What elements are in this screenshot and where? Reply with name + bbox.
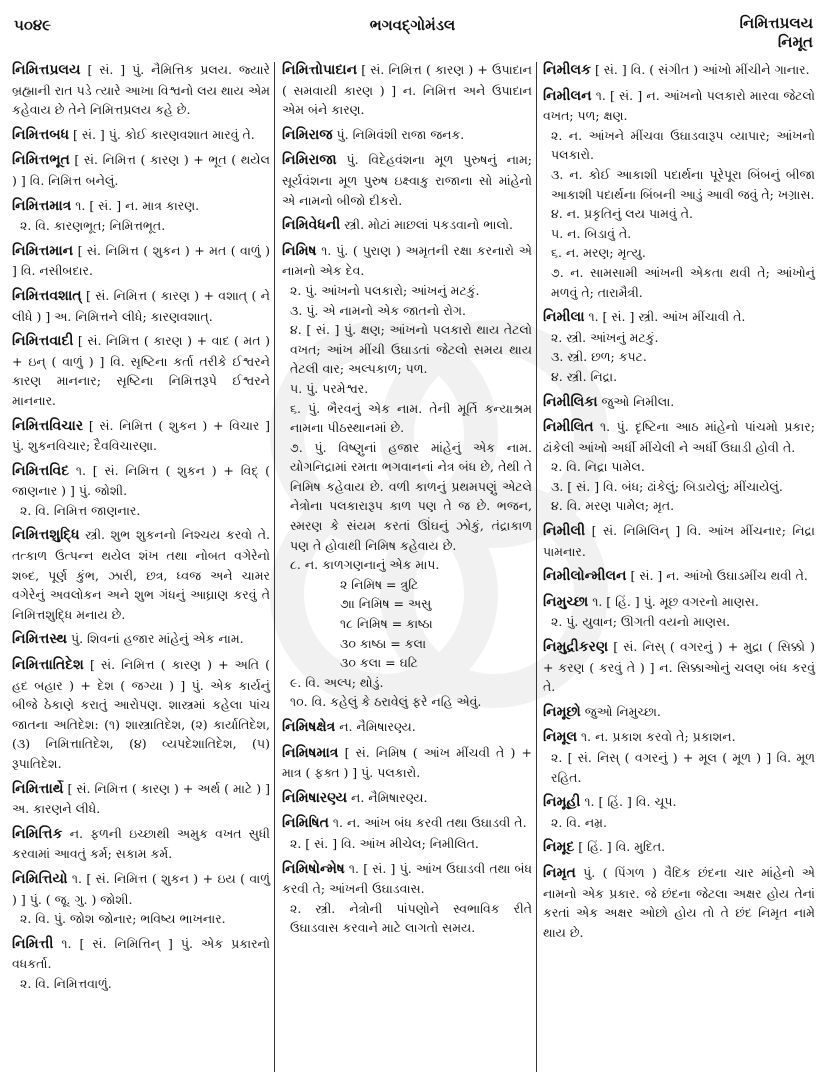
entry-definition: સ્ત્રી. શુભ શુકનનો નિશ્ચય કરવો તે. તત્કાળ ઉત્પન્ન થયેલ શંખ તથા નોબત વગેરેનો શબ્દ, પૂર્ણ કુંભ, ઝારી, છત્ર, ધ્વજ અને ચામર વગેરેનું અવલોકન અને શુભ ગંધનું આઘ્રાણ કરવું તે નિમિત્તશુદ્ધિ મનાય છે. (12, 527, 270, 622)
entry-sense: ૬. ન. મરણ; મૃત્યુ. (551, 245, 646, 261)
entry-sense: ૯. વિ. અલ્પ; થોડું. (290, 674, 384, 690)
entry-definition: ૧. ન. આંખ બંધ કરવી તથા ઉઘાડવી તે. (332, 815, 527, 831)
entry-headword: નિમિત્તબધ (12, 126, 69, 143)
guide-word-last: નિમૂત (777, 33, 813, 51)
dictionary-entry (12, 869, 270, 929)
entry-definition: પું. શિવનાં હજાર માંહેનું એક નામ. (71, 631, 244, 647)
entry-definition: [ સં. નિમિત્ત ( શુકન ) + વિચાર ] પું. શુકનવિચાર; દૈવવિચારણા. (12, 417, 270, 454)
page-header (0, 0, 825, 60)
column-divider (536, 62, 537, 1072)
entry-definition: ૧. [ સં. નિમિત્ત ( શુકન ) + ઇય ( વાળું ) ] પું. ( જૂ. ગુ. ) જોશી. (12, 870, 270, 907)
dictionary-entry (543, 592, 815, 632)
entry-sense: ૪. વિ. મરણ પામેલ; મૃત. (551, 498, 675, 514)
entry-headword: નિમિત્તમાન (12, 242, 74, 259)
entry-sense: ૨. વિ. નમ્ર. (551, 814, 607, 830)
dictionary-entry (12, 60, 270, 120)
entry-sense: ૫. ન. બિડાવું તે. (551, 225, 632, 241)
entry-headword: નિમૂછો (543, 703, 581, 720)
entry-sense: ૨. ન. આંખને મીંચવા ઉઘાડવારૂપ વ્યાપાર; આંખનો પલકારો. (551, 127, 815, 163)
entry-headword: નિમિત્તપ્રલય (12, 62, 81, 78)
entry-definition: [ સં. નિમિત્ત ( કારણ ) + ઉપાદાન ( સમવાયી કારણ ) ] ન. નિમિત્ત અને ઉપાદાન એમ બંને કારણ. (282, 62, 532, 118)
entry-definition: પું. વિદેહવંશના મૂળ પુરુષનું નામ; સૂર્યવંશના મૂળ પુરુષ ઇક્ષ્વાકુ રાજાના સો માંહેનો એ નામનો બીજો દીકરો. (282, 152, 532, 208)
entry-sense: ૬. પું. ભૈરવનું એક નામ. તેની મૂર્તિ કન્યાશ્રમ નામના પીઠસ્થાનમાં છે. (290, 400, 532, 436)
column-3 (543, 60, 815, 1086)
dictionary-entry (12, 934, 270, 994)
entry-sense: ૨. વિ. કારણભૂત; નિમિત્તભૂત. (20, 218, 166, 234)
measure-row: ૭ાા નિમિષ = અસુ (340, 596, 432, 612)
entry-headword: નિમીલા (543, 309, 585, 326)
dictionary-entry (543, 521, 815, 561)
entry-headword: નિમિત્તવાદી (12, 333, 74, 350)
entry-headword: નિમિત્તવિદ (12, 462, 70, 479)
entry-headword: નિમિષક્ષેત્ર (282, 719, 336, 735)
entry-sense: ૨. પું. આંખનો પલકારો; આંખનું મટકું. (290, 282, 480, 298)
entry-sense: ૩. પું. એ નામનો એક જાતનો રોગ. (290, 302, 466, 318)
dictionary-entry (12, 416, 270, 456)
dictionary-entry (12, 461, 270, 521)
entry-definition: [ સં. નિમિત્ત ( કારણ ) + ભૂત ( થયેલ ) ] વિ. નિમિત્ત બનેલું. (12, 152, 270, 188)
entry-definition: [ સં. ] પું. કોઈ કારણવશાત મારવું તે. (72, 126, 255, 142)
entry-headword: નિમિત્તિયો (12, 870, 68, 887)
entry-sense: ૨. [ સં. ] વિ. આંખ મીચેલ; નિમીલિત. (290, 835, 479, 851)
dictionary-entry (282, 215, 532, 236)
entry-definition: સ્ત્રી. મોટાં માછલાં પકડવાનો ભાલો. (344, 217, 513, 233)
entry-headword: નિમૃત (543, 864, 576, 881)
dictionary-entry (282, 241, 532, 712)
entry-headword: નિમિત્તોપાદાન (282, 62, 358, 78)
entry-definition: [ સં. નિમિત્ત ( કારણ ) + વાદ ( મત ) + ઇન્ ( વાળું ) ] વિ. સૃષ્ટિના કર્તા તરીકે ઈશ્વરને કારણ માનનાર; સૃષ્ટિના નિમિત્તરૂપે ઈશ્વરને માનનાર. (12, 333, 270, 408)
entry-headword: નિમીલક (543, 62, 591, 78)
entry-headword: નિમિત્તવિચાર (12, 417, 84, 434)
entry-definition: [ સં. ] ન. આંખો ઉઘાડમીંચ થવી તે. (630, 568, 808, 584)
dictionary-entry (12, 824, 270, 864)
entry-headword: નિમિરાજ (282, 126, 333, 143)
entry-definition: જુઓ નિમીલા. (601, 393, 675, 409)
dictionary-entry (543, 863, 815, 942)
entry-headword: નિમિત્તી (12, 935, 54, 952)
entry-definition: ૧. [ સં. ] સ્ત્રી. આંખ મીંચાવી તે. (588, 309, 746, 325)
entry-headword: નિમિષોન્મેષ (282, 860, 345, 877)
entry-definition: પું. ( પિંગળ ) વૈદિક છંદના ચાર માંહેનો એ નામનો એક પ્રકાર. જે છંદના જેટલા અક્ષર હોય તેનાં કરતાં એક અક્ષર ઓછો હોય તો તે છંદ નિમૃત નામે થાય છે. (543, 864, 815, 940)
dictionary-entry (543, 727, 815, 787)
entry-definition: [ સં. ] પું. નૈમિત્તિક પ્રલય. જ્યારે બ્રહ્માની રાત પડે ત્યારે આખા વિશ્વનો લય થાય એમ કહેવાય છે તેને નિમિત્તપ્રલય કહે છે. (12, 62, 271, 118)
dictionary-entry (12, 779, 270, 819)
entry-sense: ૭. ન. સામસામી આંખની એકતા થવી તે; આંખોનું મળવું તે; તારામૈત્રી. (551, 264, 815, 300)
measure-row: ૩૦ કાષ્ઠા = કલા (340, 635, 427, 651)
entry-headword: નિમિત્તભૂત (12, 152, 70, 169)
entry-definition: ૧. પું. ( પુરાણ ) અમૃતની રક્ષા કરનારો એ નામનો એક દેવ. (282, 242, 532, 279)
measure-row: ૨ નિમિષ = ત્રુટિ (340, 576, 419, 592)
entry-headword: નિમીલન (543, 87, 592, 104)
entry-headword: નિમિષ (282, 242, 317, 259)
entry-headword: નિમિષારણ્ય (282, 789, 348, 806)
measure-row: ૩૦ કલા = ઘટિ (340, 655, 418, 671)
dictionary-entry (282, 813, 532, 853)
dictionary-entry (282, 743, 532, 783)
dictionary-entry (12, 331, 270, 410)
dictionary-entry (12, 241, 270, 281)
entry-definition: ૧. [ હિં. ] પું. મૂછ વગરનો માણસ. (592, 593, 759, 609)
entry-sense: ૨. વિ. પું. જોશ જોનાર; ભવિષ્ય ભાખનાર. (20, 911, 226, 927)
entry-headword: નિમૂલ (543, 729, 578, 746)
dictionary-entry (12, 150, 270, 190)
dictionary-entry (543, 60, 815, 81)
entry-headword: નિમૂદ (543, 839, 575, 856)
entry-definition: [ સં. ] વિ. ( સંગીત ) આંખો મીંચીને ગાનાર. (594, 62, 810, 77)
dictionary-entry (543, 702, 815, 723)
column-1 (12, 60, 270, 1086)
entry-sense: ૩. સ્ત્રી. છળ; કપટ. (551, 349, 647, 365)
dictionary-entry (12, 629, 270, 650)
entry-headword: નિમિષિત (282, 815, 329, 832)
dictionary-entry (12, 286, 270, 326)
entry-definition: [ સં. નિમિત્ત ( કારણ ) + અર્થ ( માટે ) ] અ. કારણને લીધે. (12, 780, 270, 817)
dictionary-entry (282, 150, 532, 210)
dictionary-entry (12, 125, 270, 146)
entry-definition: [ સં. નિમિત્ત ( કારણ ) + વશાત્ ( ને લીધે ) ] અ. નિમિત્તને લીધે; કારણવશાત્. (12, 287, 270, 324)
dictionary-entry (543, 392, 815, 413)
entry-definition: [ સં. નિમિલિન્ ] વિ. આંખ મીંચનાર; નિદ્રા પામનાર. (543, 523, 815, 559)
entry-sense: ૪. ન. પ્રકૃતિનું લય પામવું તે. (551, 206, 693, 222)
entry-headword: નિમૂહી (543, 794, 581, 811)
dictionary-entry (543, 566, 815, 587)
entry-definition: ૧. [ સં. નિમિત્ત ( શુકન ) + વિદ્ ( જાણનાર ) ] પું. જોશી. (12, 462, 270, 499)
entry-sense: ૧૦. વિ. કહેલું કે ઠરાવેલું ફરે નહિ એવું. (290, 694, 482, 710)
entry-definition: ૧. ન. પ્રકાશ કરવો તે; પ્રકાશન. (581, 729, 736, 745)
entry-definition: ૧. [ સં. નિમિત્તિન્ ] પું. એક પ્રકારનો વધકર્તા. (12, 935, 270, 972)
entry-headword: નિમીલોન્મીલન (543, 568, 627, 585)
entry-headword: નિમુદ્રીકરણ (543, 639, 609, 656)
entry-definition: [ હિં. ] વિ. મુદિત. (578, 839, 666, 855)
dictionary-entry (282, 859, 532, 938)
entry-sense: ૪. [ સં. ] પું. ક્ષણ; આંખનો પલકારો થાય તેટલો વખત; આંખ મીંચી ઉઘાડતાં જેટલો સમય થાય તેટલી વાર; અલ્પકાળ; પળ. (290, 322, 532, 377)
measure-row: ૧૮ નિમિષ = કાષ્ઠા (340, 616, 433, 632)
dictionary-entry (282, 60, 532, 120)
entry-definition: [ સં. નિમિષ ( આંખ મીંચવી તે ) + માત્ર ( ફક્ત ) ] પું. પલકારો. (282, 744, 532, 781)
entry-sense: ૨. વિ. નિમિત્તવાળું. (20, 975, 112, 991)
entry-sense: ૨. [ સં. નિસ્ ( વગરનું ) + મૂલ ( મૂળ ) ] વિ. મૂળ રહિત. (551, 750, 815, 785)
entry-sense: ૨. વિ. નિમિત્ત જાણનાર. (20, 502, 141, 518)
dictionary-entry (12, 655, 270, 774)
entry-definition: પું. નિમિવંશી રાજા જનક. (336, 126, 465, 142)
entry-definition: [ સં. નિમિત્ત ( કારણ ) + અતિ ( હદ બહાર ) + દેશ ( જગ્યા ) ] પું. એક કાર્યનું બીજે ઠેકાણે કરાતું આરોપણ. શાસ્ત્રમાં કહેલા પાંચ જાતના અતિદેશ: (૧) શાસ્ત્રાતિદેશ, (૨) કાર્યાતિદેશ, (૩) નિમિત્તાતિદેશ, (૪) વ્યપદેશાતિદેશ, (૫) રૂપાતિદેશ. (12, 657, 270, 771)
column-2 (282, 60, 532, 1086)
entry-definition: ૧. [ સં. ] પું. આંખ ઉઘાડવી તથા બંધ કરવી તે; આંખની ઉઘાડવાસ. (282, 860, 533, 897)
dictionary-entry (12, 196, 270, 236)
dictionary-entry (282, 717, 532, 738)
entry-headword: નિમિવેધની (282, 217, 341, 234)
entry-headword: નિમીલિકા (543, 393, 598, 410)
entry-definition: ૧. પું. દૃષ્ટિના આઠ માંહેનો પાંચમો પ્રકાર; ઢાંકેલી આંખો અર્ધી મીંચેલી ને અર્ધી ઉઘાડી હોવી તે. (543, 419, 815, 455)
entry-headword: નિમિષમાત્ર (282, 744, 339, 761)
entry-sense: ૫. પું. પરમેશ્વર. (290, 380, 369, 396)
entry-headword: નિમિત્તાતિદેશ (12, 657, 84, 674)
dictionary-entry (543, 417, 815, 516)
column-divider (274, 62, 275, 1072)
entry-headword: નિમિત્તિક (12, 825, 63, 842)
page-number: ૫૦૪૯ (14, 16, 52, 34)
dictionary-entry (543, 637, 815, 697)
entry-sense: ૨. સ્ત્રી. નેત્રોની પાંપણોને સ્વભાવિક રીતે ઉઘાડવાસ કરવાને માટે લાગતો સમય. (290, 900, 532, 936)
entry-definition: [ સં. નિસ્ ( વગરનું ) + મુદ્રા ( સિક્કો ) + કરણ ( કરવું તે ) ] ન. સિક્કાઓનું ચલણ બંધ કરવું તે. (543, 639, 815, 695)
entry-headword: નિમિત્તશુદ્ધિ (12, 527, 80, 544)
entry-headword: નિમિરાજા (282, 152, 337, 169)
guide-word-first: નિમિત્તપ્રલય (739, 14, 813, 32)
entry-definition: જુઓ નિમુચ્છા. (584, 703, 661, 719)
entry-definition: ન. નૈમિષારણ્ય. (339, 719, 416, 734)
entry-headword: નિમીલી (543, 523, 586, 540)
guide-words (740, 14, 813, 52)
entry-definition: [ સં. નિમિત્ત ( શુકન ) + મત ( વાળું ) ] વિ. નસીબદાર. (12, 242, 270, 279)
book-title: ભગવદ્ગોમંડલ (369, 16, 456, 34)
entry-sense: ૩. ન. કોઈ આકાશી પદાર્થના પૂરેપૂરા બિંબનું બીજા આકાશી પદાર્થના બિંબની આડું આવી જવું તે; ખગ્રાસ. (551, 166, 815, 202)
entry-sense: ૨. પું. યુવાન; ઊગતી વયનો માણસ. (551, 614, 731, 630)
dictionary-entry (543, 307, 815, 386)
entry-definition: ૧. [ સં. ] ન. આંખનો પલકારો મારવા જેટલો વખત; પળ; ક્ષણ. (543, 87, 815, 124)
entry-sense: ૨. વિ. નિદ્રા પામેલ. (551, 459, 645, 475)
dictionary-entry (543, 86, 815, 303)
entry-sense: ૩. [ સં. ] વિ. બંધ; ઢાંકેલું; બિડાયેલું; મીંચાયેલું. (551, 478, 783, 494)
entry-headword: નિમુચ્છા (543, 593, 589, 610)
entry-headword: નિમિત્તસ્થ (12, 631, 68, 648)
dictionary-entry (12, 525, 270, 624)
entry-definition: ન. નૈમિષારણ્ય. (351, 789, 428, 805)
dictionary-entry (543, 837, 815, 858)
dictionary-entry (282, 788, 532, 809)
entry-sense: ૪. સ્ત્રી. નિદ્રા. (551, 368, 618, 384)
measure-table (282, 575, 532, 673)
entry-headword: નિમિત્તાર્થે (12, 780, 64, 797)
dictionary-entry (282, 125, 532, 146)
entry-headword: નિમિત્તવશાત્ (12, 287, 82, 304)
dictionary-entry (543, 792, 815, 832)
entry-definition: ૧. [ સં. ] ન. માત્ર કારણ. (75, 197, 200, 213)
entry-sense: ૨. સ્ત્રી. આંખનું મટકું. (551, 329, 659, 345)
entry-definition: ૧. [ હિં. ] વિ. ચૂપ. (584, 794, 677, 810)
entry-sense: ૭. પું. વિષ્ણુનાં હજાર માંહેનું એક નામ. યોગનિદ્રામાં રમતા ભગવાનનાં નેત્ર બંધ છે, તેથી તે નિમિષ કહેવાય છે. વળી કાળનું પ્રથમપણું એટલે નેત્રોના પલકારારૂપ કાળ પણ તે જ છે. ભજન, સ્મરણ કે સંયમ કરતાં ઊંઘનું ઝોકું, તંદ્રાકાળ પણ તે હોવાથી નિમિષ કહેવાય છે. (290, 439, 532, 553)
entry-headword: નિમીલિત (543, 419, 594, 436)
entry-headword: નિમિત્તમાત્ર (12, 197, 72, 214)
entry-sense: ૮. ન. કાળગણનાનું એક માપ. (290, 557, 440, 573)
entry-definition: ન. ફળની ઇચ્છાથી અમુક વખત સુધી કરવામાં આવતું કર્મ; સકામ કર્મ. (12, 825, 270, 862)
